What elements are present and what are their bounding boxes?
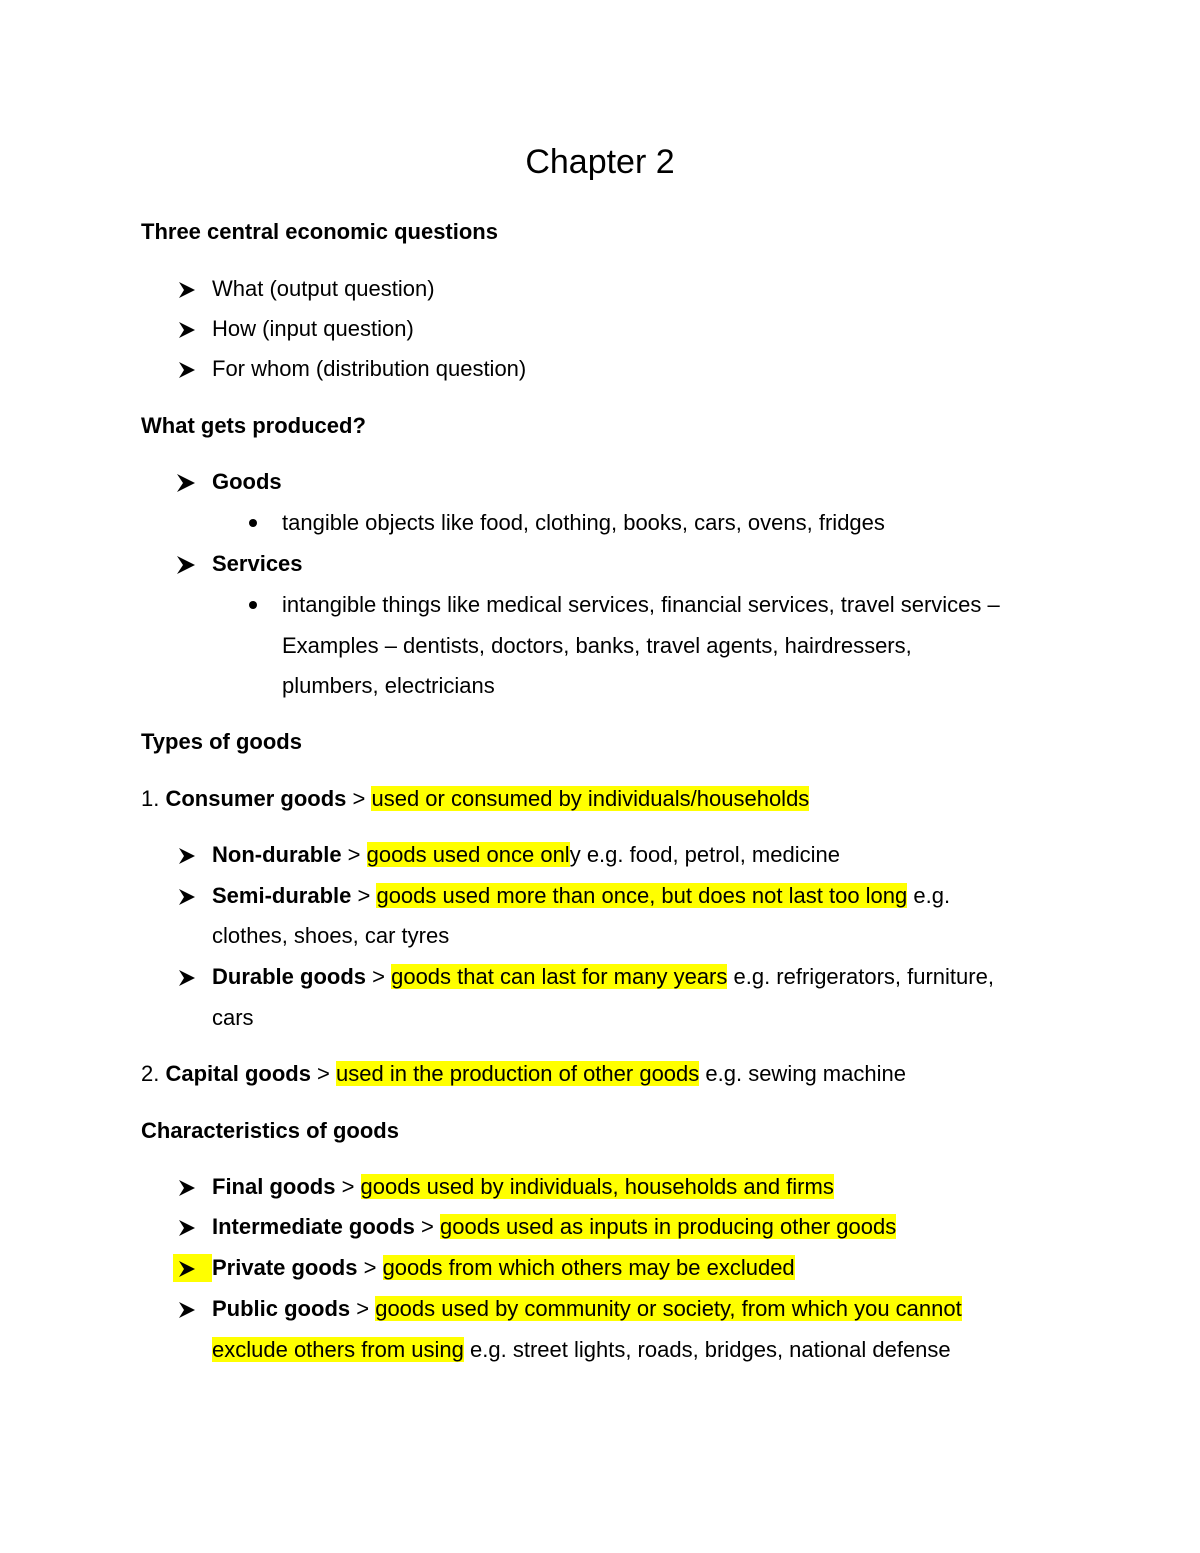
arrow-bullet-icon (176, 555, 196, 575)
private-goods-label: Private goods (212, 1255, 358, 1280)
example-text: e.g. (907, 883, 951, 908)
capital-goods-line (141, 1060, 906, 1088)
separator: > (335, 1174, 361, 1199)
example-text: e.g. sewing machine (699, 1061, 906, 1086)
intermediate-goods-label: Intermediate goods (212, 1214, 415, 1239)
public-goods-line (212, 1295, 962, 1323)
services-description-line: plumbers, electricians (282, 673, 495, 698)
separator: > (351, 883, 377, 908)
highlighted-definition: goods from which others may be excluded (382, 1255, 795, 1280)
final-goods-line (212, 1173, 834, 1201)
services-description-line: Examples – dentists, doctors, banks, travel agents, hairdressers, (282, 633, 912, 658)
list-item: How (input question) (212, 316, 414, 341)
list-number: 2. (141, 1061, 160, 1086)
intermediate-goods-line (212, 1213, 896, 1241)
arrow-bullet-icon (177, 968, 197, 988)
list-number: 1. (141, 786, 160, 811)
bullet-dot-icon (249, 601, 257, 609)
example-text-continued: clothes, shoes, car tyres (212, 923, 450, 948)
example-text: y e.g. food, petrol, medicine (569, 842, 840, 867)
durable-goods-line (212, 963, 994, 991)
final-goods-label: Final goods (212, 1174, 336, 1199)
example-text: e.g. refrigerators, furniture, (727, 964, 994, 989)
goods-label: Goods (212, 469, 282, 494)
arrow-bullet-icon (177, 1178, 197, 1198)
list-item: For whom (distribution question) (212, 356, 527, 381)
section-heading-characteristics: Characteristics of goods (141, 1118, 399, 1143)
separator: > (357, 1255, 383, 1280)
arrow-bullet-icon (177, 320, 197, 340)
arrow-bullet-icon (177, 1259, 197, 1279)
separator: > (346, 786, 372, 811)
arrow-bullet-icon (176, 473, 196, 493)
non-durable-line (212, 841, 840, 869)
arrow-bullet-icon (177, 846, 197, 866)
highlighted-definition: used in the production of other goods (336, 1061, 700, 1086)
services-description-line: intangible things like medical services, financial services, travel services – (282, 592, 1000, 617)
section-heading-central-questions: Three central economic questions (141, 219, 498, 244)
private-goods-line (212, 1254, 795, 1282)
example-text: e.g. street lights, roads, bridges, national defense (463, 1337, 951, 1362)
section-heading-what-produced: What gets produced? (141, 413, 366, 438)
public-goods-line-continued (212, 1336, 951, 1364)
capital-goods-label: Capital goods (165, 1061, 311, 1086)
durable-goods-label: Durable goods (212, 964, 367, 989)
highlighted-definition: goods used by community or society, from which you cannot (375, 1296, 962, 1321)
services-label: Services (212, 551, 303, 576)
separator: > (310, 1061, 337, 1086)
list-item: What (output question) (212, 276, 435, 301)
highlighted-definition: goods that can last for many years (391, 964, 728, 989)
arrow-bullet-icon (177, 280, 197, 300)
goods-description: tangible objects like food, clothing, books, cars, ovens, fridges (282, 510, 885, 535)
consumer-goods-label: Consumer goods (165, 786, 347, 811)
non-durable-label: Non-durable (212, 842, 342, 867)
arrow-bullet-icon (177, 887, 197, 907)
highlighted-definition: goods used as inputs in producing other goods (440, 1214, 897, 1239)
arrow-bullet-icon (177, 1300, 197, 1320)
consumer-goods-line (141, 785, 809, 813)
separator: > (350, 1296, 376, 1321)
highlighted-definition: goods used by individuals, households and firms (360, 1174, 834, 1199)
section-heading-types-of-goods: Types of goods (141, 729, 302, 754)
semi-durable-line (212, 882, 950, 910)
arrow-bullet-icon (177, 1218, 197, 1238)
bullet-dot-icon (249, 519, 257, 527)
arrow-bullet-icon (177, 360, 197, 380)
semi-durable-label: Semi-durable (212, 883, 352, 908)
highlighted-definition: exclude others from using (212, 1337, 464, 1362)
separator: > (341, 842, 367, 867)
highlighted-definition: goods used once onl (366, 842, 570, 867)
highlighted-definition: goods used more than once, but does not last too long (376, 883, 908, 908)
page-title: Chapter 2 (525, 143, 675, 181)
public-goods-label: Public goods (212, 1296, 351, 1321)
separator: > (366, 964, 392, 989)
example-text-continued: cars (212, 1005, 254, 1030)
highlighted-definition: used or consumed by individuals/households (371, 786, 810, 811)
separator: > (414, 1214, 440, 1239)
